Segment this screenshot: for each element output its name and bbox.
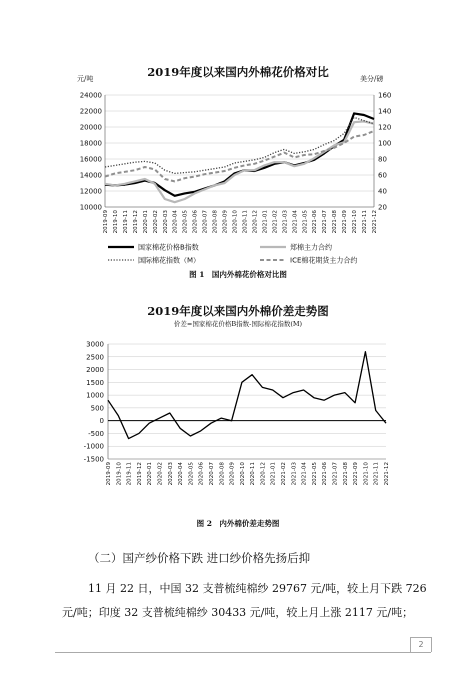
chart2-ytick: 2500 <box>86 353 104 362</box>
chart1-xtick: 2020-09 <box>222 210 229 234</box>
chart2-ytick: 1000 <box>86 391 104 400</box>
chart2-xtick: 2019-11 <box>126 462 133 486</box>
chart1-legend-label: ICE棉花期货主力合约 <box>290 256 358 265</box>
paragraph-line-1: 11 月 22 日，中国 32 支普梳纯棉纱 29767 元/吨，较上月下跌 726 <box>88 582 427 595</box>
chart1-xtick: 2020-06 <box>192 210 199 234</box>
chart1-legend-label: 国家棉花价格B指数 <box>138 243 199 252</box>
chart1-title: 2019年度以来国内外棉花价格对比 <box>147 65 329 79</box>
chart2-subtitle: 价差=国家棉花价格B指数-国际棉花指数(M) <box>173 320 303 328</box>
chart2-svg <box>0 330 476 505</box>
chart1-ytick-right: 80 <box>378 155 387 164</box>
chart2-caption: 图 2 内外棉价差走势图 <box>196 519 280 528</box>
chart2-xtick: 2020-10 <box>239 462 246 486</box>
chart2-xtick: 2020-12 <box>260 462 267 486</box>
chart1-xtick: 2021-12 <box>372 210 378 234</box>
chart2-xtick: 2021-10 <box>363 462 370 486</box>
chart1-ytick-left: 10000 <box>79 203 102 212</box>
chart1-series-line-4 <box>105 131 374 181</box>
chart2-xtick: 2021-06 <box>322 462 329 486</box>
chart2-xtick: 2020-06 <box>198 462 205 486</box>
chart1-right-unit: 美分/磅 <box>360 75 384 83</box>
chart1-xtick: 2019-12 <box>132 210 139 234</box>
chart2-xtick: 2020-03 <box>167 462 174 486</box>
chart2-xtick: 2019-12 <box>136 462 143 486</box>
chart1-ytick-left: 16000 <box>79 155 102 164</box>
chart1-xtick: 2021-04 <box>292 210 299 234</box>
chart1-xtick: 2020-08 <box>212 210 219 234</box>
chart2-ytick: 2000 <box>86 366 104 375</box>
chart1-ytick-right: 100 <box>378 139 392 148</box>
chart1-xtick: 2021-11 <box>362 210 369 234</box>
chart2-xtick: 2019-10 <box>116 462 123 486</box>
chart1-xtick: 2021-06 <box>312 210 319 234</box>
chart1-xtick: 2021-10 <box>352 210 359 234</box>
chart1-xtick: 2020-01 <box>142 210 149 234</box>
chart1-series-line-2 <box>105 121 374 202</box>
chart2-xtick: 2021-08 <box>342 462 349 486</box>
chart1-xtick: 2020-11 <box>242 210 249 234</box>
chart2-xtick: 2020-01 <box>147 462 154 486</box>
chart2-xtick: 2021-04 <box>301 462 308 486</box>
chart1-legend-label: 国际棉花指数（M） <box>138 256 201 265</box>
chart1-xtick: 2019-09 <box>103 210 109 234</box>
chart1-ytick-left: 22000 <box>79 107 102 116</box>
chart1-xtick: 2019-10 <box>112 210 119 234</box>
chart2-xtick: 2021-02 <box>281 462 288 486</box>
page-footer <box>55 632 431 653</box>
chart1-xtick: 2020-12 <box>252 210 259 234</box>
chart1-xtick: 2021-09 <box>342 210 349 234</box>
page-number: 2 <box>410 637 432 652</box>
chart2-xtick: 2021-07 <box>332 462 339 486</box>
chart2-xtick: 2020-04 <box>178 462 185 486</box>
chart2-ytick: 1500 <box>86 378 104 387</box>
chart2-xtick: 2021-05 <box>311 462 318 486</box>
chart2-xtick: 2021-11 <box>373 462 380 486</box>
chart1-ytick-left: 14000 <box>79 171 102 180</box>
chart2-xtick: 2019-09 <box>106 462 112 486</box>
chart2-ytick: -1500 <box>83 455 104 464</box>
chart2-xtick: 2021-01 <box>270 462 277 486</box>
chart1-legend-label: 郑棉主力合约 <box>290 243 332 252</box>
chart1-ytick-right: 60 <box>378 171 387 180</box>
chart2-xtick: 2020-05 <box>188 462 195 486</box>
chart1-xtick: 2020-05 <box>182 210 189 234</box>
chart2-ytick: 500 <box>90 404 104 413</box>
chart2-title: 2019年度以来国内外棉价差走势图 <box>147 304 329 318</box>
chart1-xtick: 2021-01 <box>262 210 269 234</box>
chart2-xtick: 2021-09 <box>353 462 360 486</box>
chart1-ytick-left: 20000 <box>79 123 102 132</box>
chart1-xtick: 2020-03 <box>162 210 169 234</box>
chart1-ytick-right: 120 <box>378 123 392 132</box>
chart2-xtick: 2021-03 <box>291 462 298 486</box>
paragraph-line-2: 元/吨；印度 32 支普梳纯棉纱 30433 元/吨，较上月上涨 2117 元/吨； <box>62 606 414 619</box>
chart1-left-unit: 元/吨 <box>77 75 94 83</box>
chart2-xtick: 2020-11 <box>250 462 257 486</box>
chart1-xtick: 2019-11 <box>122 210 129 234</box>
chart1-xtick: 2020-10 <box>232 210 239 234</box>
chart1-ytick-right: 40 <box>378 187 387 196</box>
chart1-ytick-right: 140 <box>378 107 392 116</box>
chart1-xtick: 2020-04 <box>172 210 179 234</box>
chart1-xtick: 2021-05 <box>302 210 309 234</box>
chart2-xtick: 2020-08 <box>219 462 226 486</box>
chart2-ytick: -500 <box>88 429 104 438</box>
chart1-ytick-right: 20 <box>378 203 387 212</box>
chart1-ytick-left: 24000 <box>79 91 102 100</box>
chart2-xtick: 2020-09 <box>229 462 236 486</box>
chart2-xtick: 2021-12 <box>384 462 390 486</box>
chart2-ytick: -1000 <box>83 442 104 451</box>
chart1-xtick: 2020-07 <box>202 210 209 234</box>
chart1-xtick: 2021-02 <box>272 210 279 234</box>
chart1-xtick: 2021-03 <box>282 210 289 234</box>
chart2-xtick: 2020-02 <box>157 462 164 486</box>
chart1-xtick: 2021-07 <box>322 210 329 234</box>
chart1-ytick-right: 160 <box>378 91 392 100</box>
chart2-ytick: 0 <box>99 417 104 426</box>
chart2-ytick: 3000 <box>86 340 104 349</box>
section-heading: （二）国产纱价格下跌 进口纱价格先扬后抑 <box>88 551 311 565</box>
chart1-series-line-1 <box>105 113 374 195</box>
chart2-xtick: 2020-07 <box>208 462 215 486</box>
chart1-caption: 图 1 国内外棉花价格对比图 <box>189 270 287 279</box>
chart1-xtick: 2021-08 <box>332 210 339 234</box>
chart1-ytick-left: 12000 <box>79 187 102 196</box>
chart1-xtick: 2020-02 <box>152 210 159 234</box>
chart1-ytick-left: 18000 <box>79 139 102 148</box>
chart1-svg <box>0 80 476 280</box>
